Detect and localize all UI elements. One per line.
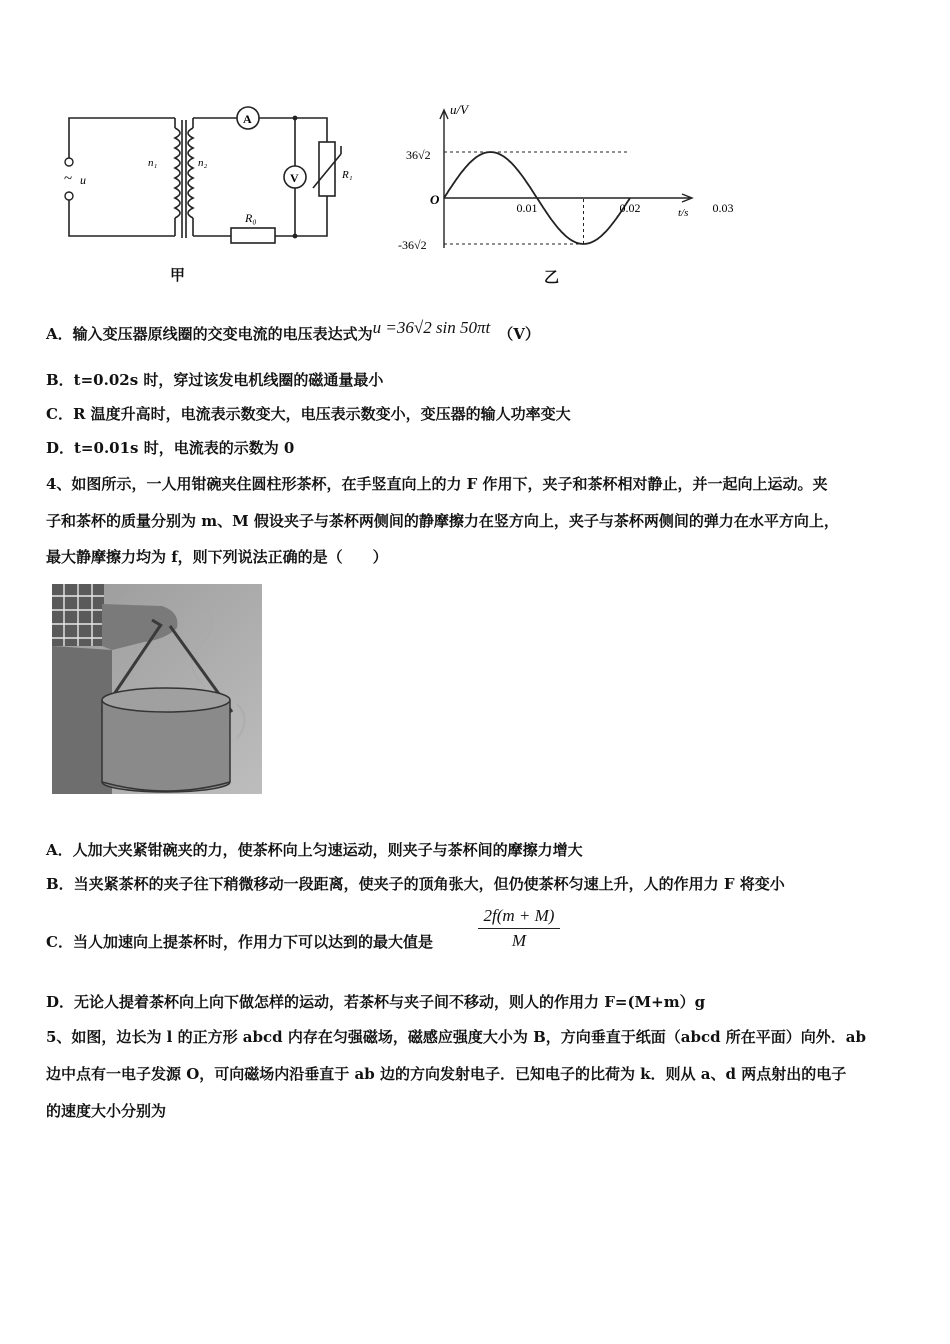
tongs-cup-photo [52,584,262,794]
q5-stem-line: 5、如图，边长为 l 的正方形 abcd 内存在匀强磁场，磁感应强度大小为 B，方向垂直于纸面（abcd 所在平面）向外．ab [46,1028,867,1046]
y-max-label: 36√2 [406,148,431,162]
voltage-graph [396,100,734,260]
q4-stem-line: 4、如图所示，一人用钳碗夹住圆柱形茶杯，在手竖直向上的力 F 作用下，夹子和茶杯相对静止，并一起向上运动。夹 [46,475,828,493]
q5-stem-line: 的速度大小分别为 [46,1102,167,1120]
x-tick-label: 0.02 [619,201,641,215]
ammeter-label: A [243,112,252,126]
q3-option-a: A．输入变压器原线圈的交变电流的电压表达式为u =36√2 sin 50πt （V） [46,318,540,343]
primary-label: n₁ [148,157,158,169]
origin-label: O [430,192,440,207]
thermistor-label: R₁ [342,169,353,181]
q4-option-d: D．无论人提着茶杯向上向下做怎样的运动，若茶杯与夹子间不移动，则人的作用力 F=(M+m）g [46,993,706,1011]
secondary-label: n₂ [198,157,208,169]
q5-stem-line: 边中点有一电子发源 O，可向磁场内沿垂直于 ab 边的方向发射电子．已知电子的比荷为 k．则从 a、d 两点射出的电子 [46,1065,847,1083]
q3-option-c: C．R 温度升高时，电流表示数变大，电压表示数变小，变压器的输人功率变大 [46,405,571,423]
resistor-label: R₀ [245,211,257,225]
source-label: u [80,173,86,187]
voltmeter-label: V [290,171,299,185]
q4-option-a: A．人加大夹紧钳碗夹的力，使茶杯向上匀速运动，则夹子与茶杯间的摩擦力增大 [46,841,583,859]
voltage-formula: u =36√2 sin 50πt [372,318,491,337]
q4-stem-line: 最大静摩擦力均为 f，则下列说法正确的是（ ） [46,548,388,566]
q4-stem-line: 子和茶杯的质量分别为 m、M 假设夹子与茶杯两侧间的静摩擦力在竖方向上，夹子与茶杯两侧间的弹力在水平方向上， [46,512,839,530]
x-tick-label: 0.01 [516,201,538,215]
x-axis-label: t/s [678,207,689,219]
fraction-denominator: M [511,931,527,950]
y-axis-label: u/V [450,102,469,117]
q3-option-d: D．t=0.01s 时，电流表的示数为 0 [46,439,295,457]
y-min-label: -36√2 [398,238,427,252]
graph-caption: 乙 [544,268,560,286]
q4-option-b: B．当夹紧茶杯的夹子往下稍微移动一段距离，使夹子的顶角张大，但仍使茶杯匀速上升，人的作用力 F 将变小 [46,875,785,893]
max-force-fraction [478,906,560,951]
circuit-diagram [55,100,353,270]
fraction-numerator: 2f(m + M) [483,906,555,925]
x-tick-label: 0.03 [712,201,734,215]
q4-option-c: C．当人加速向上提茶杯时，作用力下可以达到的最大值是 [46,933,433,951]
source-symbol: ~ [64,171,73,187]
circuit-caption: 甲 [170,266,186,284]
q3-option-b: B．t=0.02s 时，穿过该发电机线圈的磁通量最小 [46,371,384,389]
